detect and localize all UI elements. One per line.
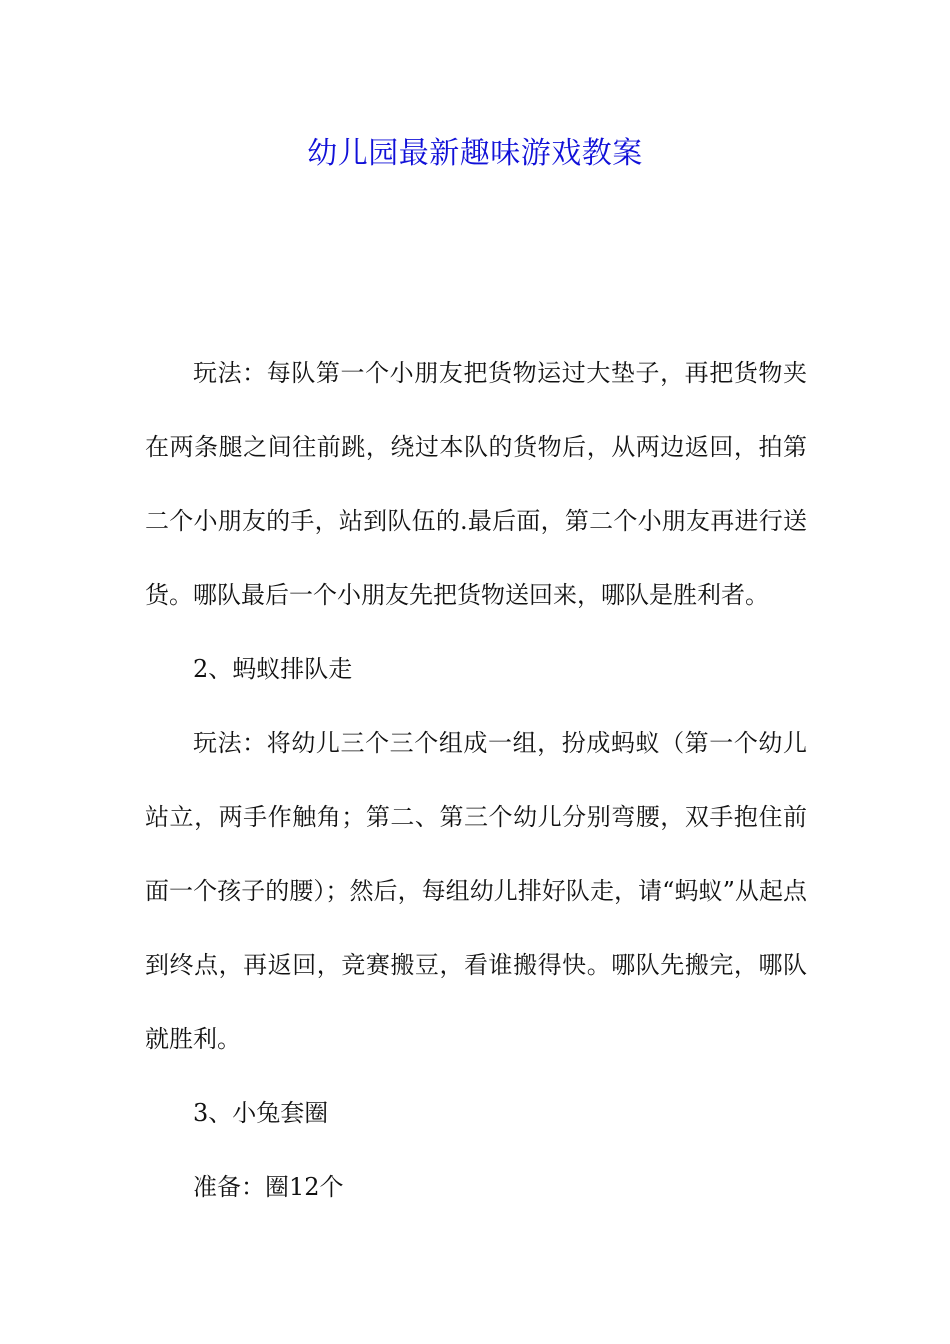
section-heading-ant-walk: 2、蚂蚁排队走 <box>193 655 353 683</box>
paragraph-rules-relay: 玩法：每队第一个小朋友把货物运过大垫子，再把货物夹在两条腿之间往前跳，绕过本队的货物后，从两边返回，拍第二个小朋友的手，站到队伍的.最后面，第二个小朋友再进行送货。哪队最后一个小朋友先把货物送回来，哪队是胜利者。 <box>145 359 807 609</box>
section-heading-bunny-ring-toss: 3、小兔套圈 <box>193 1099 329 1127</box>
paragraph-preparation: 准备：圈12个 <box>193 1173 344 1201</box>
paragraph-rules-ant-walk: 玩法：将幼儿三个三个组成一组，扮成蚂蚁（第一个幼儿站立，两手作触角；第二、第三个幼儿分别弯腰，双手抱住前面一个孩子的腰）；然后，每组幼儿排好队走，请“蚂蚁”从起点到终点，再返回，竞赛搬豆，看谁搬得快。哪队先搬完，哪队就胜利。 <box>145 729 807 1053</box>
document-title: 幼儿园最新趣味游戏教案 <box>307 136 643 171</box>
document-body <box>145 336 807 1224</box>
